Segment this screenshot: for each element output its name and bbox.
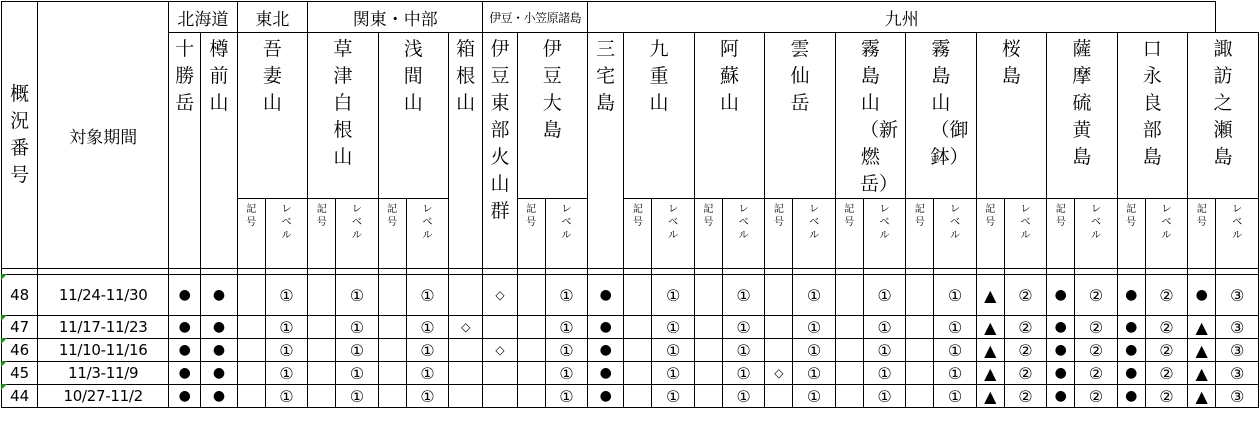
status-cell: ① [722, 385, 764, 408]
volcano-name: 阿蘇山 [694, 33, 764, 199]
sub-header-level: レベル [652, 199, 694, 269]
status-cell: ● [588, 339, 624, 362]
sub-header-mark: 記号 [765, 199, 793, 269]
status-cell: ① [406, 362, 448, 385]
status-cell: ① [863, 275, 905, 316]
status-cell: ◇ [449, 316, 483, 339]
status-cell [624, 362, 652, 385]
row-period: 10/27-11/2 [38, 385, 169, 408]
status-cell: ● [1047, 275, 1075, 316]
status-cell: ▲ [1188, 385, 1216, 408]
volcano-status-table [1, 1, 1259, 408]
status-cell [906, 385, 934, 408]
status-cell: ▲ [976, 385, 1004, 408]
status-cell [308, 385, 336, 408]
table-row [2, 316, 1259, 339]
col-header-period: 対象期間 [38, 2, 169, 269]
status-cell [765, 316, 793, 339]
region-header: 関東・中部 [308, 2, 483, 33]
status-cell: ③ [1216, 385, 1259, 408]
status-cell: ◇ [765, 362, 793, 385]
status-cell: ① [934, 362, 976, 385]
status-cell: ② [1075, 385, 1117, 408]
status-cell: ① [265, 316, 307, 339]
status-cell: ① [406, 316, 448, 339]
status-cell: ② [1004, 385, 1046, 408]
sub-header-level: レベル [265, 199, 307, 269]
status-cell: ● [1188, 275, 1216, 316]
status-cell [378, 362, 406, 385]
status-cell: ① [934, 339, 976, 362]
status-cell [835, 362, 863, 385]
status-cell: ▲ [976, 316, 1004, 339]
status-cell: ● [588, 275, 624, 316]
status-cell: ● [588, 316, 624, 339]
volcano-name: 三宅島 [588, 33, 624, 269]
status-cell: ① [545, 316, 587, 339]
status-cell: ① [406, 339, 448, 362]
status-cell: ① [863, 362, 905, 385]
status-cell: ● [588, 362, 624, 385]
status-cell: ① [863, 316, 905, 339]
status-cell: ● [169, 385, 201, 408]
row-period: 11/17-11/23 [38, 316, 169, 339]
status-cell: ② [1145, 316, 1187, 339]
status-cell [906, 339, 934, 362]
status-cell: ▲ [1188, 362, 1216, 385]
volcano-name: 雲仙岳 [765, 33, 835, 199]
status-cell: ● [588, 385, 624, 408]
sub-header-level: レベル [1075, 199, 1117, 269]
status-cell [449, 362, 483, 385]
status-cell: ① [652, 275, 694, 316]
sub-header-level: レベル [934, 199, 976, 269]
sub-header-level: レベル [545, 199, 587, 269]
table-row [2, 339, 1259, 362]
status-cell: ② [1075, 316, 1117, 339]
table-row [2, 385, 1259, 408]
status-cell [449, 339, 483, 362]
volcano-name: 霧島山（新燃岳） [835, 33, 905, 199]
volcano-name: 吾妻山 [237, 33, 307, 199]
status-cell: ② [1075, 339, 1117, 362]
status-cell: ① [793, 339, 835, 362]
status-cell [624, 275, 652, 316]
status-cell: ① [652, 316, 694, 339]
status-cell [765, 275, 793, 316]
sub-header-mark: 記号 [237, 199, 265, 269]
status-cell: ① [722, 275, 764, 316]
status-cell [906, 362, 934, 385]
status-cell [237, 385, 265, 408]
row-marker [1, 338, 7, 344]
status-cell: ◇ [483, 275, 517, 316]
sub-header-mark: 記号 [1188, 199, 1216, 269]
row-period: 11/10-11/16 [38, 339, 169, 362]
status-cell [835, 275, 863, 316]
row-number: 44 [2, 385, 38, 408]
row-number: 45 [2, 362, 38, 385]
status-cell: ① [336, 339, 378, 362]
sub-header-level: レベル [336, 199, 378, 269]
status-cell: ● [1117, 275, 1145, 316]
sub-header-level: レベル [406, 199, 448, 269]
volcano-name: 霧島山（御鉢） [906, 33, 976, 199]
status-cell: ① [545, 385, 587, 408]
status-cell: ② [1004, 339, 1046, 362]
status-cell: ▲ [1188, 339, 1216, 362]
volcano-name: 桜 島 [976, 33, 1046, 199]
status-cell: ① [336, 362, 378, 385]
status-cell: ● [1047, 339, 1075, 362]
volcano-name: 草津白根山 [308, 33, 378, 199]
status-cell: ① [722, 316, 764, 339]
status-cell [765, 385, 793, 408]
status-cell [237, 362, 265, 385]
status-cell: ① [265, 385, 307, 408]
status-cell [624, 339, 652, 362]
status-cell [378, 275, 406, 316]
status-cell: ① [265, 362, 307, 385]
status-cell: ① [545, 275, 587, 316]
table-row [2, 362, 1259, 385]
status-cell [308, 275, 336, 316]
status-cell: ● [1117, 339, 1145, 362]
status-cell: ① [545, 339, 587, 362]
status-cell: ◇ [483, 339, 517, 362]
status-cell: ● [201, 362, 237, 385]
status-cell: ② [1145, 385, 1187, 408]
status-cell [906, 275, 934, 316]
status-cell: ● [169, 362, 201, 385]
status-cell [308, 362, 336, 385]
sub-header-mark: 記号 [624, 199, 652, 269]
status-cell [237, 339, 265, 362]
status-cell: ① [793, 275, 835, 316]
status-cell [835, 385, 863, 408]
status-cell: ① [934, 275, 976, 316]
volcano-name: 浅間山 [378, 33, 448, 199]
status-cell [449, 385, 483, 408]
status-cell: ① [722, 339, 764, 362]
status-cell [308, 316, 336, 339]
status-cell [378, 339, 406, 362]
status-cell: ● [1117, 316, 1145, 339]
status-cell: ② [1004, 362, 1046, 385]
status-cell: ▲ [1188, 316, 1216, 339]
status-cell [483, 362, 517, 385]
row-number: 46 [2, 339, 38, 362]
status-cell: ① [406, 275, 448, 316]
status-cell [483, 316, 517, 339]
row-number: 48 [2, 275, 38, 316]
status-cell: ③ [1216, 316, 1259, 339]
status-cell: ② [1145, 339, 1187, 362]
status-cell: ② [1145, 275, 1187, 316]
volcano-name: 箱根山 [449, 33, 483, 269]
status-cell: ● [169, 339, 201, 362]
sub-header-mark: 記号 [378, 199, 406, 269]
status-cell [237, 316, 265, 339]
status-cell: ① [545, 362, 587, 385]
status-cell: ② [1075, 275, 1117, 316]
status-cell [624, 316, 652, 339]
status-cell: ② [1004, 316, 1046, 339]
sub-header-mark: 記号 [976, 199, 1004, 269]
region-header: 北海道 [169, 2, 237, 33]
status-cell: ③ [1216, 339, 1259, 362]
status-cell: ● [1047, 316, 1075, 339]
status-cell: ● [201, 316, 237, 339]
status-cell: ● [169, 316, 201, 339]
region-header-row [2, 2, 1259, 33]
status-cell: ① [722, 362, 764, 385]
status-cell [517, 316, 545, 339]
status-cell [694, 362, 722, 385]
status-cell: ① [336, 316, 378, 339]
status-cell: ● [1047, 362, 1075, 385]
sub-header-mark: 記号 [835, 199, 863, 269]
status-cell [449, 275, 483, 316]
status-cell: ● [1117, 385, 1145, 408]
region-header: 九州 [588, 2, 1216, 33]
status-cell: ① [652, 339, 694, 362]
sub-header-mark: 記号 [1117, 199, 1145, 269]
table-row [2, 275, 1259, 316]
status-cell [835, 316, 863, 339]
status-cell: ① [406, 385, 448, 408]
sub-header-level: レベル [793, 199, 835, 269]
region-header: 東北 [237, 2, 307, 33]
status-cell: ① [793, 362, 835, 385]
status-cell: ① [863, 385, 905, 408]
status-cell: ① [793, 316, 835, 339]
status-cell [517, 385, 545, 408]
status-cell: ① [934, 316, 976, 339]
status-cell: ① [652, 362, 694, 385]
volcano-name: 薩摩硫黄島 [1047, 33, 1117, 199]
status-cell: ① [934, 385, 976, 408]
status-cell [517, 339, 545, 362]
status-cell [308, 339, 336, 362]
status-cell [835, 339, 863, 362]
status-cell: ● [169, 275, 201, 316]
status-cell [483, 385, 517, 408]
row-period: 11/24-11/30 [38, 275, 169, 316]
status-cell: ● [201, 385, 237, 408]
status-cell: ③ [1216, 275, 1259, 316]
status-cell [694, 316, 722, 339]
status-cell: ▲ [976, 275, 1004, 316]
status-cell [624, 385, 652, 408]
status-cell: ▲ [976, 362, 1004, 385]
status-cell [378, 316, 406, 339]
region-header: 伊豆・小笠原諸島 [483, 2, 588, 33]
status-cell [765, 339, 793, 362]
status-cell: ● [1047, 385, 1075, 408]
status-cell: ② [1145, 362, 1187, 385]
col-header-number: 概況番号 [2, 2, 38, 269]
status-cell: ① [336, 275, 378, 316]
status-cell [517, 362, 545, 385]
status-cell [378, 385, 406, 408]
row-number: 47 [2, 316, 38, 339]
volcano-name-row [2, 33, 1259, 199]
volcano-name: 口永良部島 [1117, 33, 1187, 199]
status-cell: ● [201, 275, 237, 316]
status-cell: ① [336, 385, 378, 408]
status-cell [694, 275, 722, 316]
status-cell: ▲ [976, 339, 1004, 362]
volcano-name: 十勝岳 [169, 33, 201, 269]
status-cell: ① [652, 385, 694, 408]
row-marker [1, 384, 7, 390]
sub-header-mark: 記号 [694, 199, 722, 269]
row-marker [1, 274, 7, 280]
status-cell: ● [201, 339, 237, 362]
status-cell: ① [265, 339, 307, 362]
row-marker [1, 361, 7, 367]
status-cell: ① [265, 275, 307, 316]
volcano-name: 樽前山 [201, 33, 237, 269]
sub-header-level: レベル [1216, 199, 1259, 269]
volcano-name: 九重山 [624, 33, 694, 199]
status-cell: ② [1075, 362, 1117, 385]
sub-header-level: レベル [722, 199, 764, 269]
sub-header-mark: 記号 [308, 199, 336, 269]
status-cell: ① [863, 339, 905, 362]
volcano-name: 伊豆大島 [517, 33, 587, 199]
status-cell [517, 275, 545, 316]
sub-header-mark: 記号 [1047, 199, 1075, 269]
volcano-name: 伊豆東部火山群 [483, 33, 517, 269]
sub-header-level: レベル [863, 199, 905, 269]
status-cell: ③ [1216, 362, 1259, 385]
row-period: 11/3-11/9 [38, 362, 169, 385]
status-cell [694, 385, 722, 408]
sub-header-mark: 記号 [906, 199, 934, 269]
status-cell [237, 275, 265, 316]
volcano-name: 諏訪之瀬島 [1188, 33, 1259, 199]
status-cell: ① [793, 385, 835, 408]
sub-header-level: レベル [1004, 199, 1046, 269]
status-cell [906, 316, 934, 339]
sub-header-mark: 記号 [517, 199, 545, 269]
row-marker [1, 315, 7, 321]
status-cell: ② [1004, 275, 1046, 316]
sub-header-level: レベル [1145, 199, 1187, 269]
status-cell: ● [1117, 362, 1145, 385]
status-cell [694, 339, 722, 362]
